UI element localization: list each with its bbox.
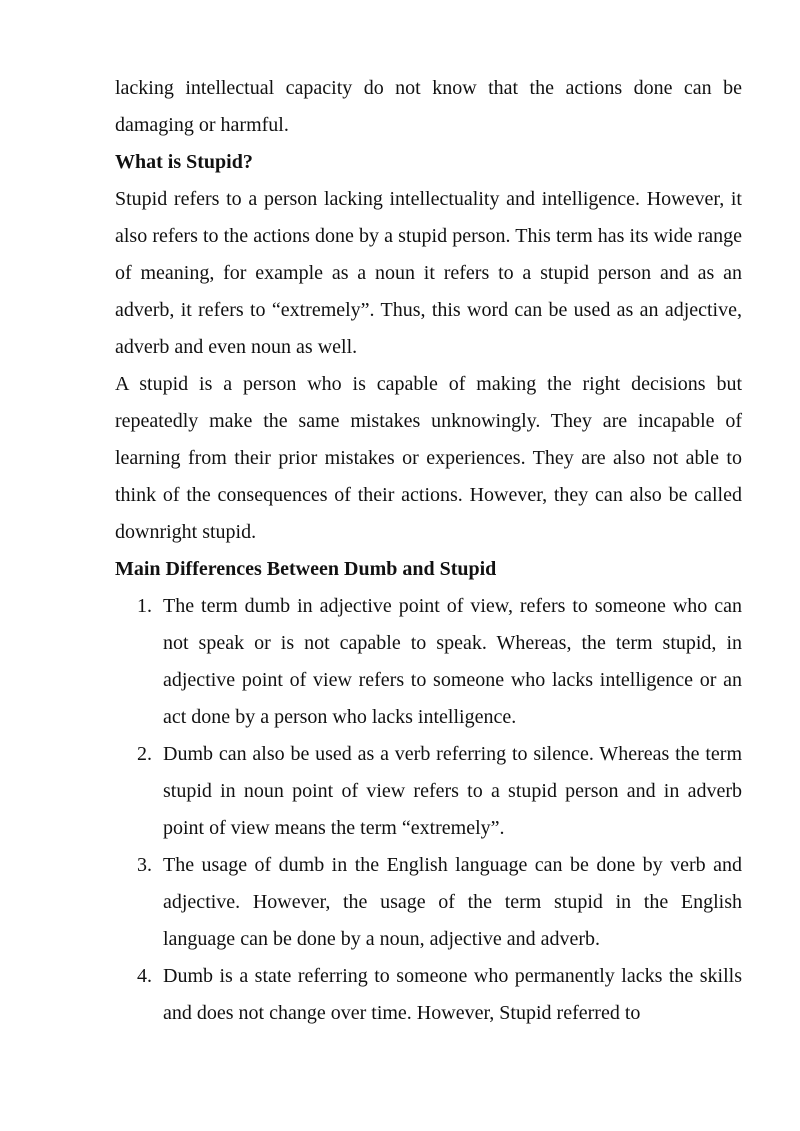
list-item-text: Dumb can also be used as a verb referring to silence. Whereas the term stupid in noun point of view refers to a stupid person and in adverb point of view means the term “extremely”. bbox=[163, 743, 742, 839]
section-heading-differences: Main Differences Between Dumb and Stupid bbox=[115, 558, 497, 580]
list-item bbox=[115, 847, 742, 958]
list-item-text: The usage of dumb in the English language can be done by verb and adjective. However, the usage of the term stupid in the English language can be done by a noun, adjective and adverb. bbox=[163, 854, 742, 950]
list-item-text: The term dumb in adjective point of view, refers to someone who can not speak or is not capable to speak. Whereas, the term stupid, in adjective point of view refers to someone who lacks intelligence or an act done by a person who lacks intelligence. bbox=[163, 595, 742, 728]
stupid-paragraph-1: Stupid refers to a person lacking intellectuality and intelligence. However, it also refers to the actions done by a stupid person. This term has its wide range of meaning, for example as a noun it refers to a stupid person and as an adverb, it refers to “extremely”. Thus, this word can be used as an adjective, adverb and even noun as well. bbox=[115, 188, 742, 358]
intro-paragraph: lacking intellectual capacity do not know that the actions done can be damaging or harmful. bbox=[115, 77, 742, 136]
list-item-number: 2. bbox=[137, 743, 152, 765]
stupid-paragraph-2: A stupid is a person who is capable of making the right decisions but repeatedly make the same mistakes unknowingly. They are incapable of learning from their prior mistakes or experiences. They are also not able to think of the consequences of their actions. However, they can also be called downright stupid. bbox=[115, 373, 742, 543]
list-item-number: 1. bbox=[137, 595, 152, 617]
list-item bbox=[115, 736, 742, 847]
document-page bbox=[115, 70, 742, 1032]
section-heading-stupid: What is Stupid? bbox=[115, 151, 253, 173]
list-item-number: 4. bbox=[137, 965, 152, 987]
list-item bbox=[115, 588, 742, 736]
list-item bbox=[115, 958, 742, 1032]
list-item-text: Dumb is a state referring to someone who permanently lacks the skills and does not change over time. However, Stupid referred to bbox=[163, 965, 742, 1024]
differences-list bbox=[115, 588, 742, 1032]
list-item-number: 3. bbox=[137, 854, 152, 876]
